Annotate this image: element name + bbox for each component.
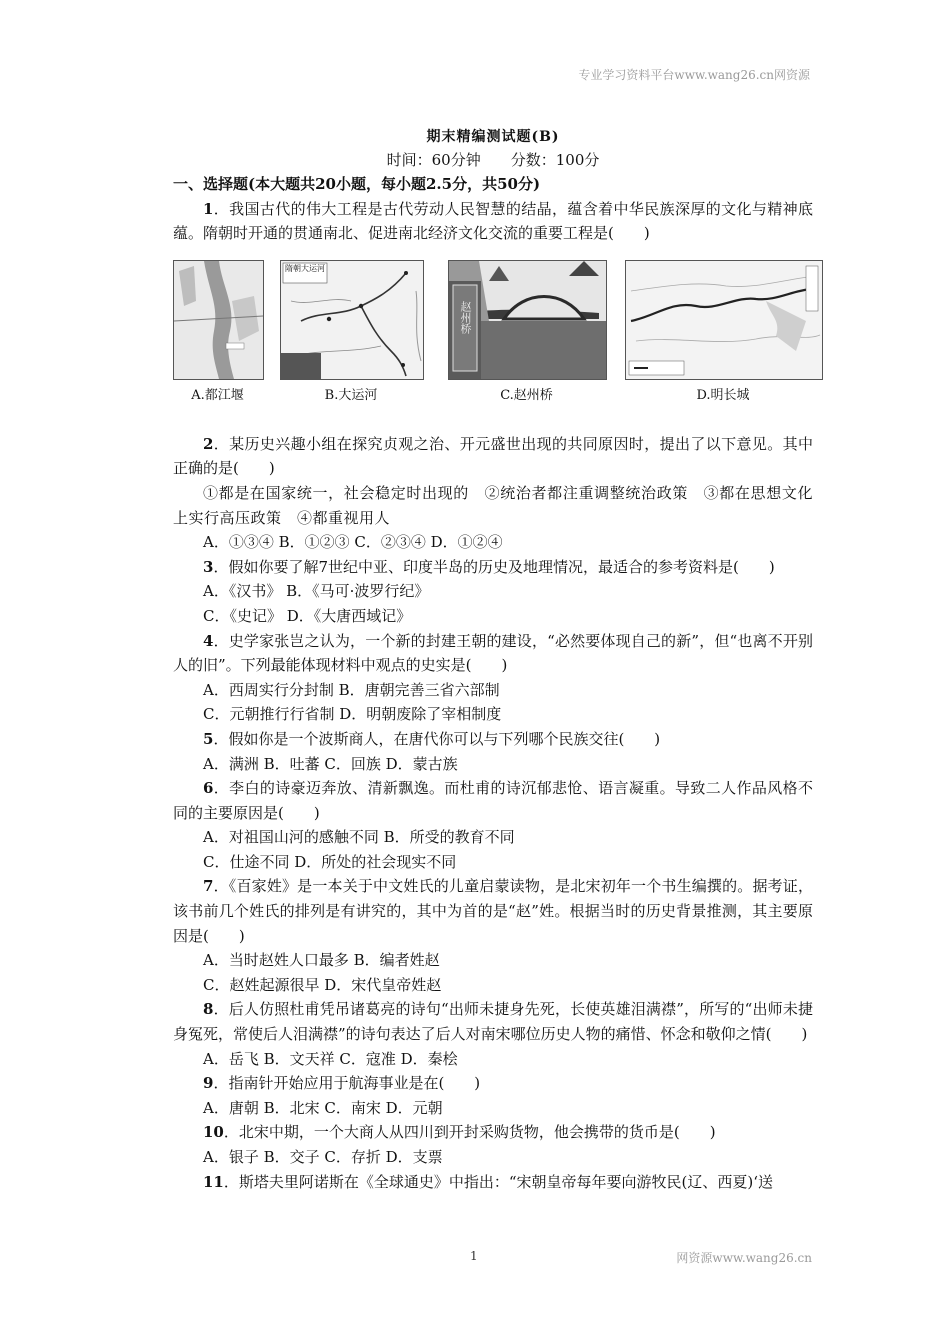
question-2: [173, 432, 813, 481]
question-6-options-2: C．仕途不同 D．所处的社会现实不同: [203, 852, 457, 871]
question-8-options: A．岳飞 B．文天祥 C．寇准 D．秦桧: [203, 1049, 458, 1068]
question-6-options-1: A．对祖国山河的感触不同 B．所受的教育不同: [203, 828, 515, 847]
question-text: ．北宋中期，一个大商人从四川到开封采购货物，他会携带的货币是( ): [223, 1123, 716, 1142]
question-7-options-1: A．当时赵姓人口最多 B．编者姓赵: [203, 951, 440, 970]
question-2-statements: ①都是在国家统一，社会稳定时出现的 ②统治者都注重调整统治政策 ③都在思想文化上实行高压政策 ④都重视用人: [173, 483, 813, 527]
question-text: ．《百家姓》是一本关于中文姓氏的儿童启蒙读物，是北宋初年一个书生编撰的。据考证，该书前几个姓氏的排列是有讲究的，其中为首的是“赵”姓。根据当时的历史背景推测，其主要原因是( ): [173, 877, 813, 945]
question-number: 4: [203, 631, 214, 650]
question-text: ．我国古代的伟大工程是古代劳动人民智慧的结晶，蕴含着中华民族深厚的文化与精神底蕴。隋朝时开通的贯通南北、促进南北经济文化交流的重要工程是( ): [173, 199, 813, 243]
question-number: 1: [203, 199, 214, 218]
question-1-images: [173, 260, 813, 430]
caption-b: B.大运河: [324, 387, 378, 403]
dujiangyan-map: [173, 260, 264, 380]
question-text: ．假如你是一个波斯商人，在唐代你可以与下列哪个民族交往( ): [213, 729, 661, 748]
exam-content: [173, 126, 813, 1194]
question-7-options-2: C．赵姓起源很早 D．宋代皇帝姓赵: [203, 975, 442, 994]
question-4-options-1: A．西周实行分封制 B．唐朝完善三省六部制: [203, 680, 500, 699]
question-2-options: A．①③④ B．①②③ C．②③④ D．①②④: [203, 533, 503, 552]
grand-canal-map: [280, 260, 424, 380]
question-3-options-1: A．《汉书》 B．《马可·波罗行纪》: [203, 582, 430, 601]
question-text: ．后人仿照杜甫凭吊诸葛亮的诗句“出师未捷身先死，长使英雄泪满襟”，所写的“出师未捷身冤死，常使后人泪满襟”的诗句表达了后人对南宋哪位历史人物的痛惜、怀念和敬仰之情( ): [173, 1000, 813, 1044]
question-number: 8: [203, 1000, 214, 1019]
question-5-options: A．满洲 B．吐蕃 C．回族 D．蒙古族: [203, 754, 458, 773]
header-source: 专业学习资料平台www.wang26.cn网资源: [578, 68, 810, 82]
question-text: ．指南针开始应用于航海事业是在( ): [213, 1074, 481, 1093]
question-number: 2: [203, 434, 214, 453]
question-10: [173, 1120, 813, 1145]
question-4-options-2: C．元朝推行行省制 D．明朝废除了宰相制度: [203, 705, 502, 724]
question-6: [173, 776, 813, 825]
question-3-options-2: C．《史记》 D．《大唐西域记》: [203, 606, 412, 625]
ming-great-wall-map: [625, 260, 823, 380]
question-number: 6: [203, 779, 214, 798]
question-text: ．史学家张岂之认为，一个新的封建王朝的建设，“必然要体现自己的新”，但“也离不开别人的旧”。下列最能体现材料中观点的史实是( ): [173, 631, 813, 675]
caption-a: A.都江堰: [191, 387, 244, 403]
question-text: ．斯塔夫里阿诺斯在《全球通史》中指出：“宋朝皇帝每年要向游牧民(辽、西夏)‘送: [223, 1172, 774, 1191]
canal-map-title: 隋朝大运河: [285, 263, 325, 273]
page-number: 1: [470, 1249, 478, 1263]
question-7: [173, 874, 813, 948]
exam-title: 期末精编测试题(B): [426, 129, 560, 145]
question-4: [173, 629, 813, 678]
question-number: 10: [203, 1123, 224, 1142]
question-number: 7: [203, 877, 214, 896]
zhaozhou-bridge-photo: [448, 260, 607, 380]
question-9: [173, 1071, 813, 1096]
question-number: 11: [203, 1172, 224, 1191]
question-number: 3: [203, 557, 214, 576]
question-text: ．假如你要了解7世纪中亚、印度半岛的历史及地理情况，最适合的参考资料是( ): [213, 557, 775, 576]
question-8: [173, 997, 813, 1046]
question-number: 5: [203, 729, 214, 748]
question-9-options: A．唐朝 B．北宋 C．南宋 D．元朝: [203, 1098, 443, 1117]
footer-source: 网资源www.wang26.cn: [676, 1251, 812, 1265]
question-number: 9: [203, 1074, 214, 1093]
question-1: [173, 197, 813, 246]
question-11: [173, 1170, 813, 1195]
caption-c: C.赵州桥: [500, 387, 553, 403]
question-5: [173, 727, 813, 752]
exam-info: 时间：60分钟 分数：100分: [386, 151, 600, 169]
section-heading: 一、选择题(本大题共20小题，每小题2.5分，共50分): [173, 175, 541, 193]
question-10-options: A．银子 B．交子 C．存折 D．支票: [203, 1148, 443, 1166]
question-text: ．李白的诗豪迈奔放、清新飘逸。而杜甫的诗沉郁悲怆、语言凝重。导致二人作品风格不同的主要原因是( ): [173, 779, 813, 822]
question-text: ．某历史兴趣小组在探究贞观之治、开元盛世出现的共同原因时，提出了以下意见。其中正确的是( ): [173, 434, 813, 478]
caption-d: D.明长城: [696, 387, 750, 403]
bridge-stele-text: 赵州桥: [459, 300, 472, 334]
question-3: [173, 555, 813, 580]
